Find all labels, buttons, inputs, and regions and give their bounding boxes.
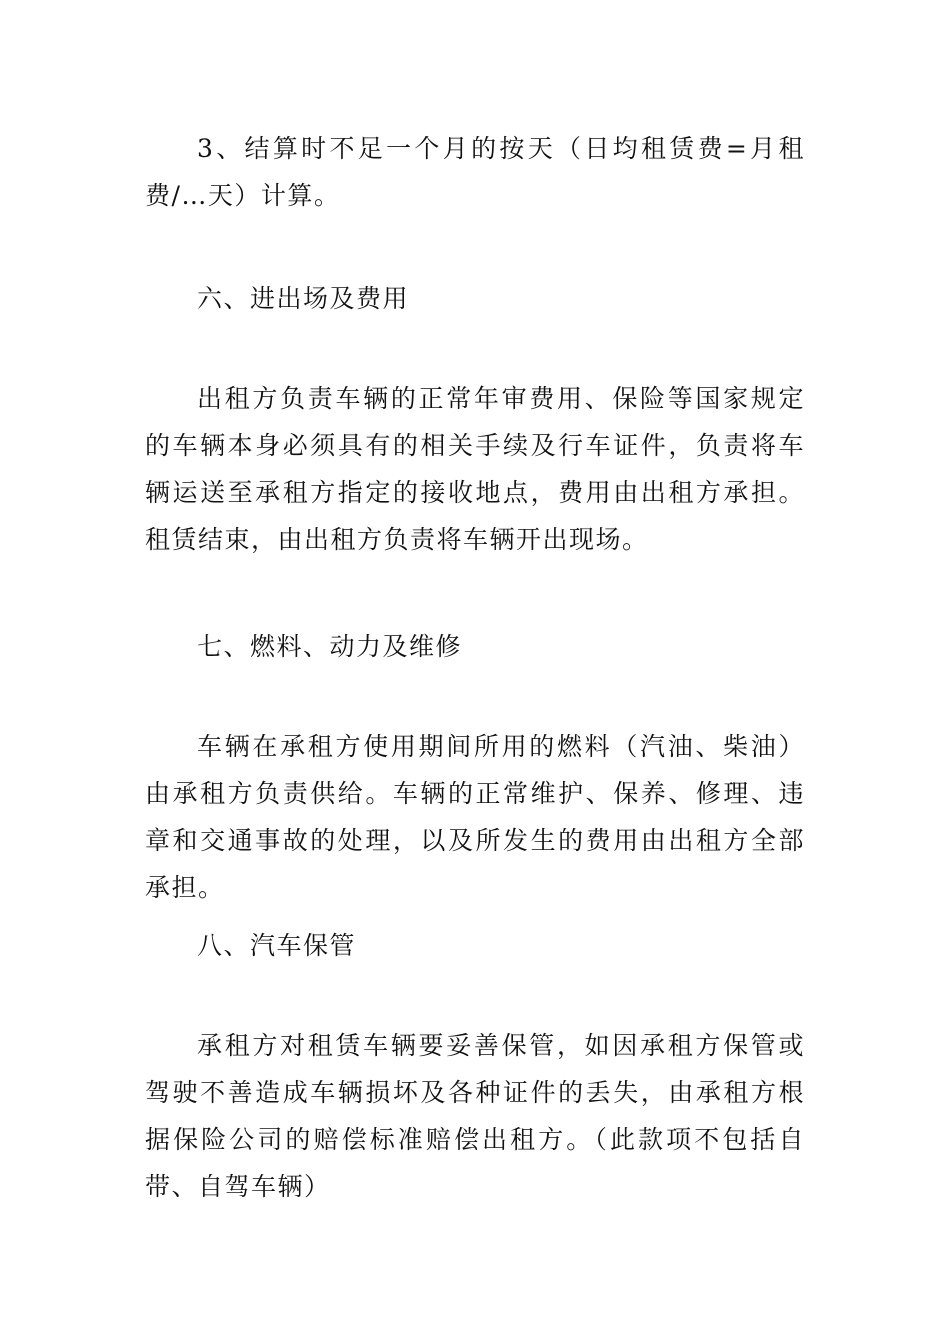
section-6-heading: 六、进出场及费用 bbox=[197, 284, 410, 313]
section-8-heading: 八、汽车保管 bbox=[197, 931, 357, 960]
section-7-body: 车辆在承租方使用期间所用的燃料（汽油、柴油）由承租方负责供给。车辆的正常维护、保养、修理、违章和交通事故的处理，以及所发生的费用由出租方全部承担。 bbox=[145, 732, 805, 902]
clause-3-settlement: 3、结算时不足一个月的按天（日均租赁费=月租费/…天）计算。 bbox=[145, 134, 805, 210]
section-6-body: 出租方负责车辆的正常年审费用、保险等国家规定的车辆本身必须具有的相关手续及行车证件，负责将车辆运送至承租方指定的接收地点，费用由出租方承担。租赁结束，由出租方负责将车辆开出现场。 bbox=[145, 384, 805, 554]
section-7-heading: 七、燃料、动力及维修 bbox=[197, 632, 463, 661]
section-8-body: 承租方对租赁车辆要妥善保管，如因承租方保管或驾驶不善造成车辆损坏及各种证件的丢失，由承租方根据保险公司的赔偿标准赔偿出租方。（此款项不包括自带、自驾车辆） bbox=[145, 1031, 805, 1201]
